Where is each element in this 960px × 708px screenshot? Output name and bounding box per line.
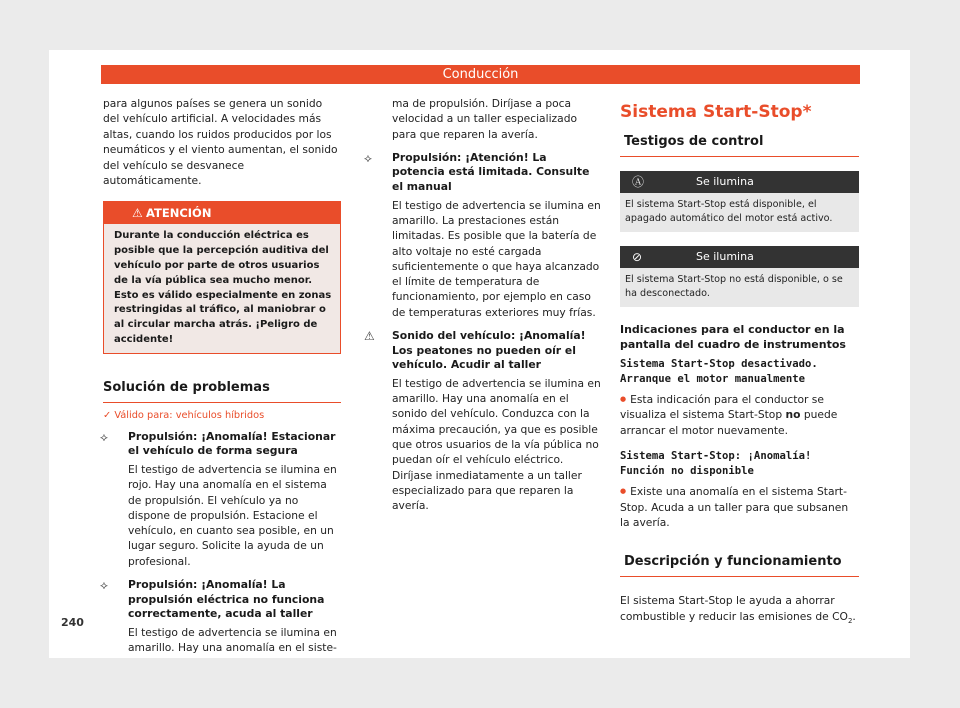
indicator-box	[620, 171, 859, 232]
message-explanation: ● Existe una anomalía en el sistema Start-Stop. Acuda a un taller para que subsanen la avería.	[620, 484, 859, 530]
car-warning-icon: ⟡	[100, 429, 108, 444]
warning-triangle-icon: ⚠	[132, 206, 143, 221]
section-title-description: Descripción y funcionamiento	[620, 554, 859, 577]
start-stop-off-icon: ⊘	[632, 250, 643, 265]
section-title-indicators: Testigos de control	[620, 134, 859, 157]
indicator-text: El sistema Start-Stop está disponible, el apagado automático del motor está activo.	[620, 193, 859, 232]
warning-item	[100, 429, 341, 569]
item-title: Propulsión: ¡Anomalía! La propulsión eléctrica no funciona correctamente, acuda al taller	[128, 578, 325, 621]
item-title: Propulsión: ¡Atención! La potencia está limitada. Consulte el manual	[392, 150, 590, 194]
warning-item	[100, 578, 341, 655]
start-stop-icon: Ⓐ	[632, 175, 645, 189]
column-right	[620, 96, 859, 629]
column-middle	[364, 96, 603, 514]
message-explanation: ● Esta indicación para el conductor se visualiza el sistema Start-Stop no puede arrancar el motor nuevamente.	[620, 392, 859, 438]
car-warning-icon: ⟡	[364, 150, 372, 165]
chapter-title: Sistema Start-Stop*	[620, 102, 812, 122]
warning-item	[364, 150, 603, 320]
validity-note: ✓ Válido para: vehículos híbridos	[103, 409, 265, 421]
display-message: Sistema Start-Stop desactivado. Arranque el motor manualmente	[620, 357, 818, 385]
item-body: ma de propulsión. Diríjase a poca velocidad a un taller especializado para que reparen la avería.	[392, 97, 578, 141]
pedestrian-sound-icon: ⚠	[364, 329, 375, 344]
page-number: 240	[61, 616, 84, 629]
indicator-header	[620, 246, 859, 268]
indicator-text: El sistema Start-Stop no está disponible, o se ha desconectado.	[620, 268, 859, 307]
car-warning-icon: ⟡	[100, 578, 108, 593]
display-message: Sistema Start-Stop: ¡Anomalía! Función no disponible	[620, 450, 812, 478]
item-body: El testigo de advertencia se ilumina en amarillo. Hay una anomalía en el siste-	[128, 625, 337, 655]
item-body: El testigo de advertencia se ilumina en rojo. Hay una anomalía en el sistema de propulsión. El vehículo ya no dispone de propulsión. Estacione el vehículo, en cuanto sea posible, en un lugar seguro. Solicite la ayuda de un profesional.	[128, 463, 337, 568]
item-title: Sonido del vehículo: ¡Anomalía! Los peatones no pueden oír el vehículo. Acudir al taller	[392, 329, 586, 372]
section-title-troubleshooting: Solución de problemas	[103, 380, 341, 403]
check-icon: ✓	[103, 409, 115, 421]
column-left	[100, 96, 341, 655]
description-paragraph: El sistema Start-Stop le ayuda a ahorrar combustible y reducir las emisiones de $CO_2$.	[620, 594, 856, 625]
intro-paragraph: para algunos países se genera un sonido del vehículo artificial. A velocidades más altas, cuando los ruidos producidos por los neumáticos y el viento aumentan, el sonido del vehículo se desvanece automáticamente.	[103, 97, 338, 188]
driver-info-title: Indicaciones para el conductor en la pantalla del cuadro de instrumentos	[620, 323, 846, 352]
item-title: Propulsión: ¡Anomalía! Estacionar el vehículo de forma segura	[128, 429, 336, 458]
warning-box	[103, 201, 341, 353]
item-body: El testigo de advertencia se ilumina en amarillo. La prestaciones están limitadas. Es posible que la batería de alto voltaje no esté cargada suficientemente o que haya alcanzado el límite de temperatura de funcionamiento, por ejemplo en caso de temperaturas exteriores muy frías.	[392, 198, 601, 319]
item-body: El testigo de advertencia se ilumina en amarillo. Hay una anomalía en el sonido del vehículo. Conduzca con la máxima precaución, ya que es posible que otros usuarios de la vía pública no puedan oír el vehículo eléctrico. Diríjase inmediatamente a un taller especializado para que reparen la avería.	[392, 376, 601, 513]
indicator-label: Se ilumina	[696, 250, 754, 264]
warning-header	[104, 202, 340, 224]
warning-item	[364, 329, 603, 513]
indicator-box	[620, 246, 859, 307]
continued-text	[367, 96, 603, 142]
running-header: Conducción	[101, 65, 860, 84]
indicator-label: Se ilumina	[696, 175, 754, 188]
warning-text: Durante la conducción eléctrica es posible que la percepción auditiva del vehículo por parte de otros usuarios de la vía pública sea mucho menor. Esto es válido especialmente en zonas restringidas al tráfico, al maniobrar o al circular marcha atrás. ¡Peligro de accidente!	[114, 230, 332, 346]
indicator-header	[620, 171, 859, 193]
warning-title: ATENCIÓN	[146, 206, 212, 221]
